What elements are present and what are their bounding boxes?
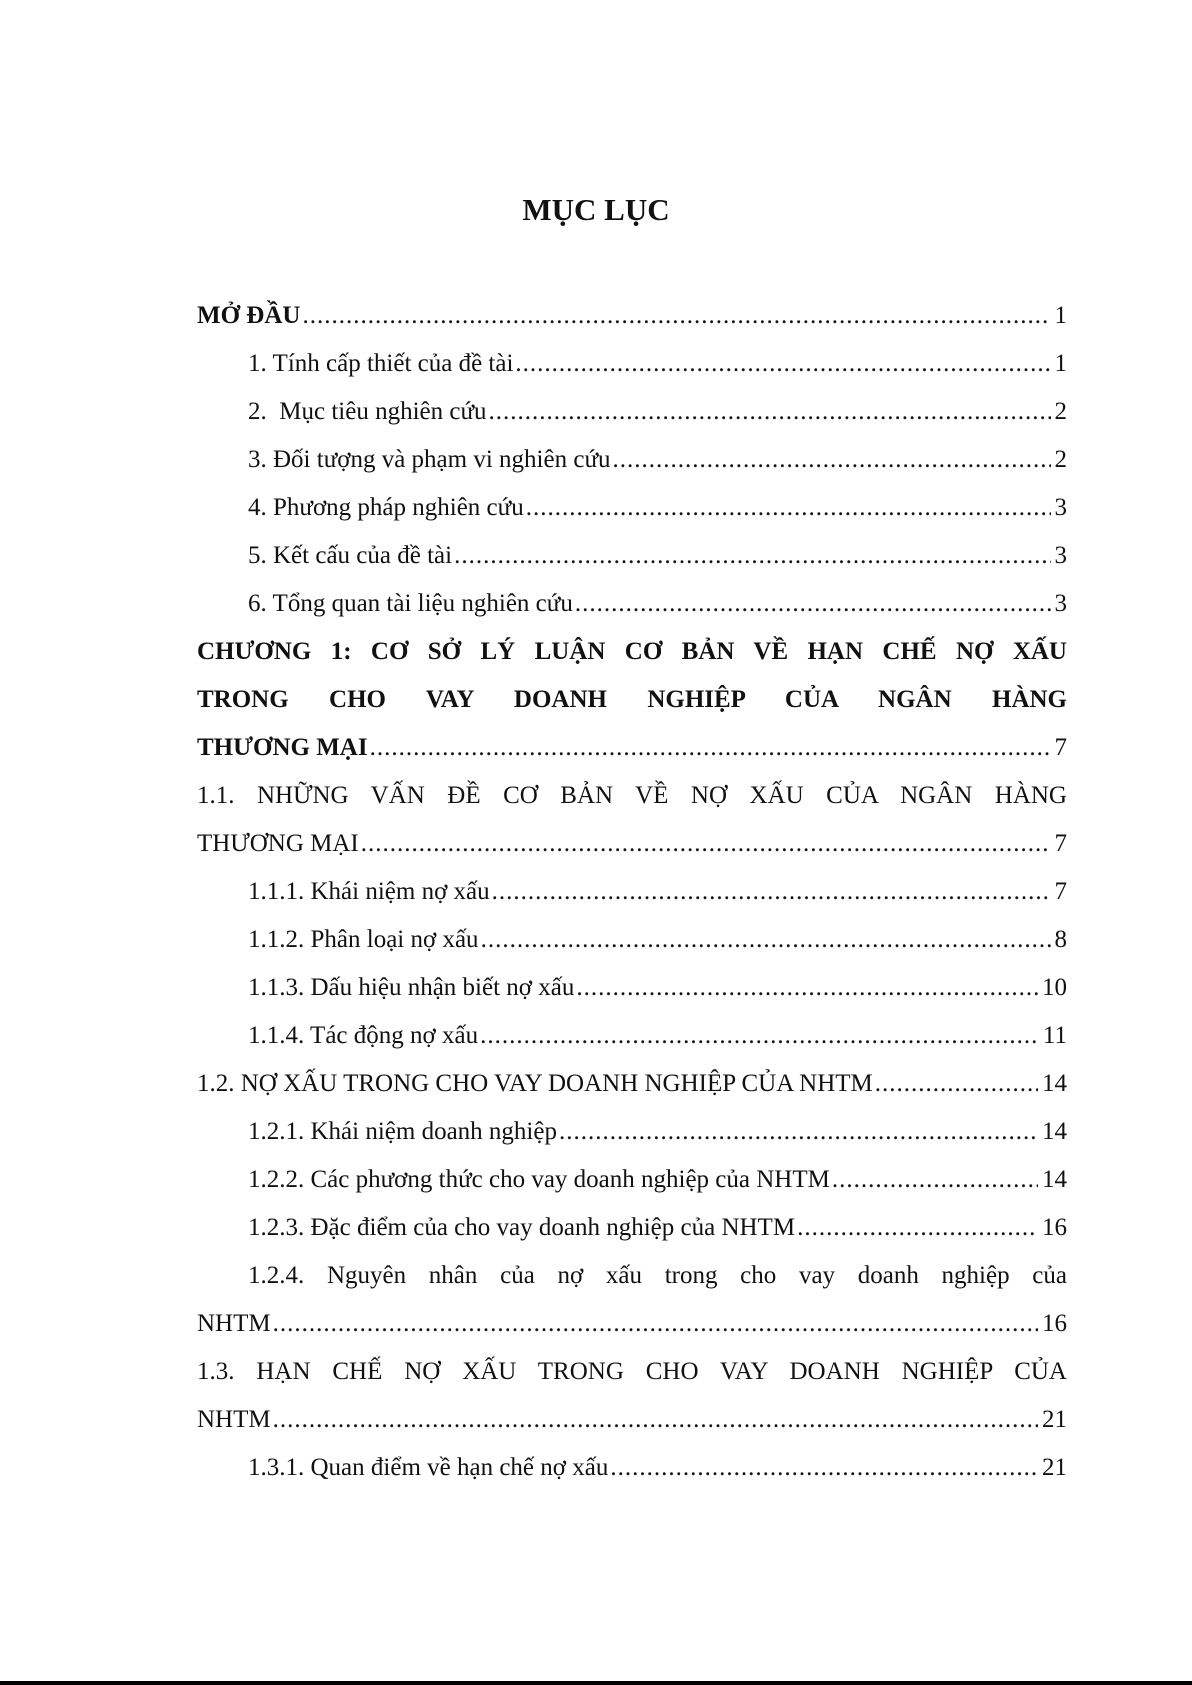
- toc-entry-text: THƯƠNG MẠI: [197, 830, 359, 857]
- bottom-border: [0, 1681, 1192, 1685]
- dot-leader: [480, 1012, 1039, 1060]
- toc-entry-1-1-1[interactable]: [197, 868, 1067, 916]
- toc-entry-6[interactable]: [197, 580, 1067, 628]
- toc-entry-text: NHTM: [197, 1406, 271, 1433]
- toc-page-number: 7: [1054, 878, 1067, 905]
- toc-entry-1-1-2[interactable]: [197, 916, 1067, 964]
- dot-leader: [302, 292, 1050, 340]
- toc-page-number: 21: [1042, 1406, 1067, 1433]
- toc-page-number: 14: [1042, 1118, 1067, 1145]
- toc-entry-1-1-3[interactable]: [197, 964, 1067, 1012]
- toc-entry-text-line-1: 1.2.4. Nguyên nhân của nợ xấu trong cho vay doanh nghiệp của: [248, 1262, 1067, 1289]
- toc-entry-text: 1. Tính cấp thiết của đề tài: [248, 350, 514, 377]
- toc-page-number: 14: [1042, 1166, 1067, 1193]
- toc-page-number: 2: [1054, 398, 1067, 425]
- page-title: MỤC LỤC: [522, 192, 670, 227]
- dot-leader: [576, 964, 1038, 1012]
- dot-leader: [489, 388, 1051, 436]
- toc-page-number: 16: [1042, 1214, 1067, 1241]
- dot-leader: [875, 1060, 1038, 1108]
- dot-leader: [492, 868, 1051, 916]
- toc-entry-1-2-2[interactable]: [197, 1156, 1067, 1204]
- toc-entry-2[interactable]: [197, 388, 1067, 436]
- toc-page-number: 16: [1042, 1310, 1067, 1337]
- toc-entry-text: NHTM: [197, 1310, 271, 1337]
- toc-entry-text: 1.2.2. Các phương thức cho vay doanh nghiệp của NHTM: [248, 1166, 830, 1193]
- toc-entry-text: 1.3.1. Quan điểm về hạn chế nợ xấu: [248, 1454, 609, 1481]
- toc-entry-1-2-4[interactable]: [197, 1252, 1067, 1348]
- toc-page-number: 3: [1054, 542, 1067, 569]
- toc-entry-3[interactable]: [197, 436, 1067, 484]
- dot-leader: [370, 724, 1051, 772]
- toc-entry-text: 1.1.2. Phân loại nợ xấu: [248, 926, 479, 953]
- toc-page-number: 3: [1054, 494, 1067, 521]
- dot-leader: [273, 1300, 1038, 1348]
- table-of-contents: [197, 292, 1067, 1492]
- toc-entry-text: 6. Tổng quan tài liệu nghiên cứu: [248, 590, 573, 617]
- toc-page-number: 8: [1054, 926, 1067, 953]
- toc-entry-text: 1.2.1. Khái niệm doanh nghiệp: [248, 1118, 557, 1145]
- dot-leader: [832, 1156, 1038, 1204]
- toc-entry-text: 1.1.3. Dấu hiệu nhận biết nợ xấu: [248, 974, 575, 1001]
- toc-entry-text: 1.1.1. Khái niệm nợ xấu: [248, 878, 490, 905]
- dot-leader: [361, 820, 1051, 868]
- toc-entry-mo-dau[interactable]: [197, 292, 1067, 340]
- toc-page-number: 10: [1042, 974, 1067, 1001]
- dot-leader: [559, 1108, 1038, 1156]
- toc-page-number: 1: [1054, 302, 1067, 329]
- toc-page-number: 7: [1054, 830, 1067, 857]
- toc-entry-text-line-1: 1.3. HẠN CHẾ NỢ XẤU TRONG CHO VAY DOANH NGHIỆP CỦA: [197, 1358, 1067, 1385]
- toc-entry-text: 1.2. NỢ XẤU TRONG CHO VAY DOANH NGHIỆP CỦA NHTM: [197, 1070, 873, 1097]
- toc-entry-text-line-1: CHƯƠNG 1: CƠ SỞ LÝ LUẬN CƠ BẢN VỀ HẠN CHẾ NỢ XẤU: [197, 638, 1067, 665]
- toc-page-number: 11: [1042, 1022, 1067, 1049]
- toc-entry-1-2-3[interactable]: [197, 1204, 1067, 1252]
- toc-entry-text: 1.1.4. Tác động nợ xấu: [248, 1022, 479, 1049]
- toc-page-number: 21: [1042, 1454, 1067, 1481]
- toc-entry-text: THƯƠNG MẠI: [197, 734, 368, 761]
- toc-entry-text-line-1: 1.1. NHỮNG VẤN ĐỀ CƠ BẢN VỀ NỢ XẤU CỦA NGÂN HÀNG: [197, 782, 1067, 809]
- dot-leader: [610, 1444, 1038, 1492]
- dot-leader: [515, 340, 1050, 388]
- dot-leader: [481, 916, 1051, 964]
- toc-entry-text: 1.2.3. Đặc điểm của cho vay doanh nghiệp của NHTM: [248, 1214, 796, 1241]
- toc-entry-text: MỞ ĐẦU: [197, 302, 301, 329]
- dot-leader: [454, 532, 1050, 580]
- toc-page-number: 3: [1054, 590, 1067, 617]
- dot-leader: [526, 484, 1051, 532]
- toc-entry-1-3[interactable]: [197, 1348, 1067, 1444]
- dot-leader: [797, 1204, 1038, 1252]
- toc-page-number: 2: [1054, 446, 1067, 473]
- toc-page-number: 14: [1042, 1070, 1067, 1097]
- toc-page-number: 1: [1054, 350, 1067, 377]
- dot-leader: [273, 1396, 1038, 1444]
- toc-entry-1-1[interactable]: [197, 772, 1067, 868]
- toc-entry-text: 3. Đối tượng và phạm vi nghiên cứu: [248, 446, 611, 473]
- dot-leader: [613, 436, 1051, 484]
- toc-entry-5[interactable]: [197, 532, 1067, 580]
- toc-entry-4[interactable]: [197, 484, 1067, 532]
- toc-entry-1-1-4[interactable]: [197, 1012, 1067, 1060]
- toc-entry-text: 2. Mục tiêu nghiên cứu: [248, 398, 487, 425]
- toc-entry-1[interactable]: [197, 340, 1067, 388]
- toc-entry-1-2-1[interactable]: [197, 1108, 1067, 1156]
- toc-entry-text: 5. Kết cấu của đề tài: [248, 542, 453, 569]
- toc-entry-text: 4. Phương pháp nghiên cứu: [248, 494, 524, 521]
- toc-entry-text-line-2: TRONG CHO VAY DOANH NGHIỆP CỦA NGÂN HÀNG: [197, 686, 1067, 713]
- toc-entry-1-2[interactable]: [197, 1060, 1067, 1108]
- dot-leader: [575, 580, 1051, 628]
- toc-entry-chuong-1[interactable]: [197, 628, 1067, 772]
- toc-page-number: 7: [1054, 734, 1067, 761]
- toc-entry-1-3-1[interactable]: [197, 1444, 1067, 1492]
